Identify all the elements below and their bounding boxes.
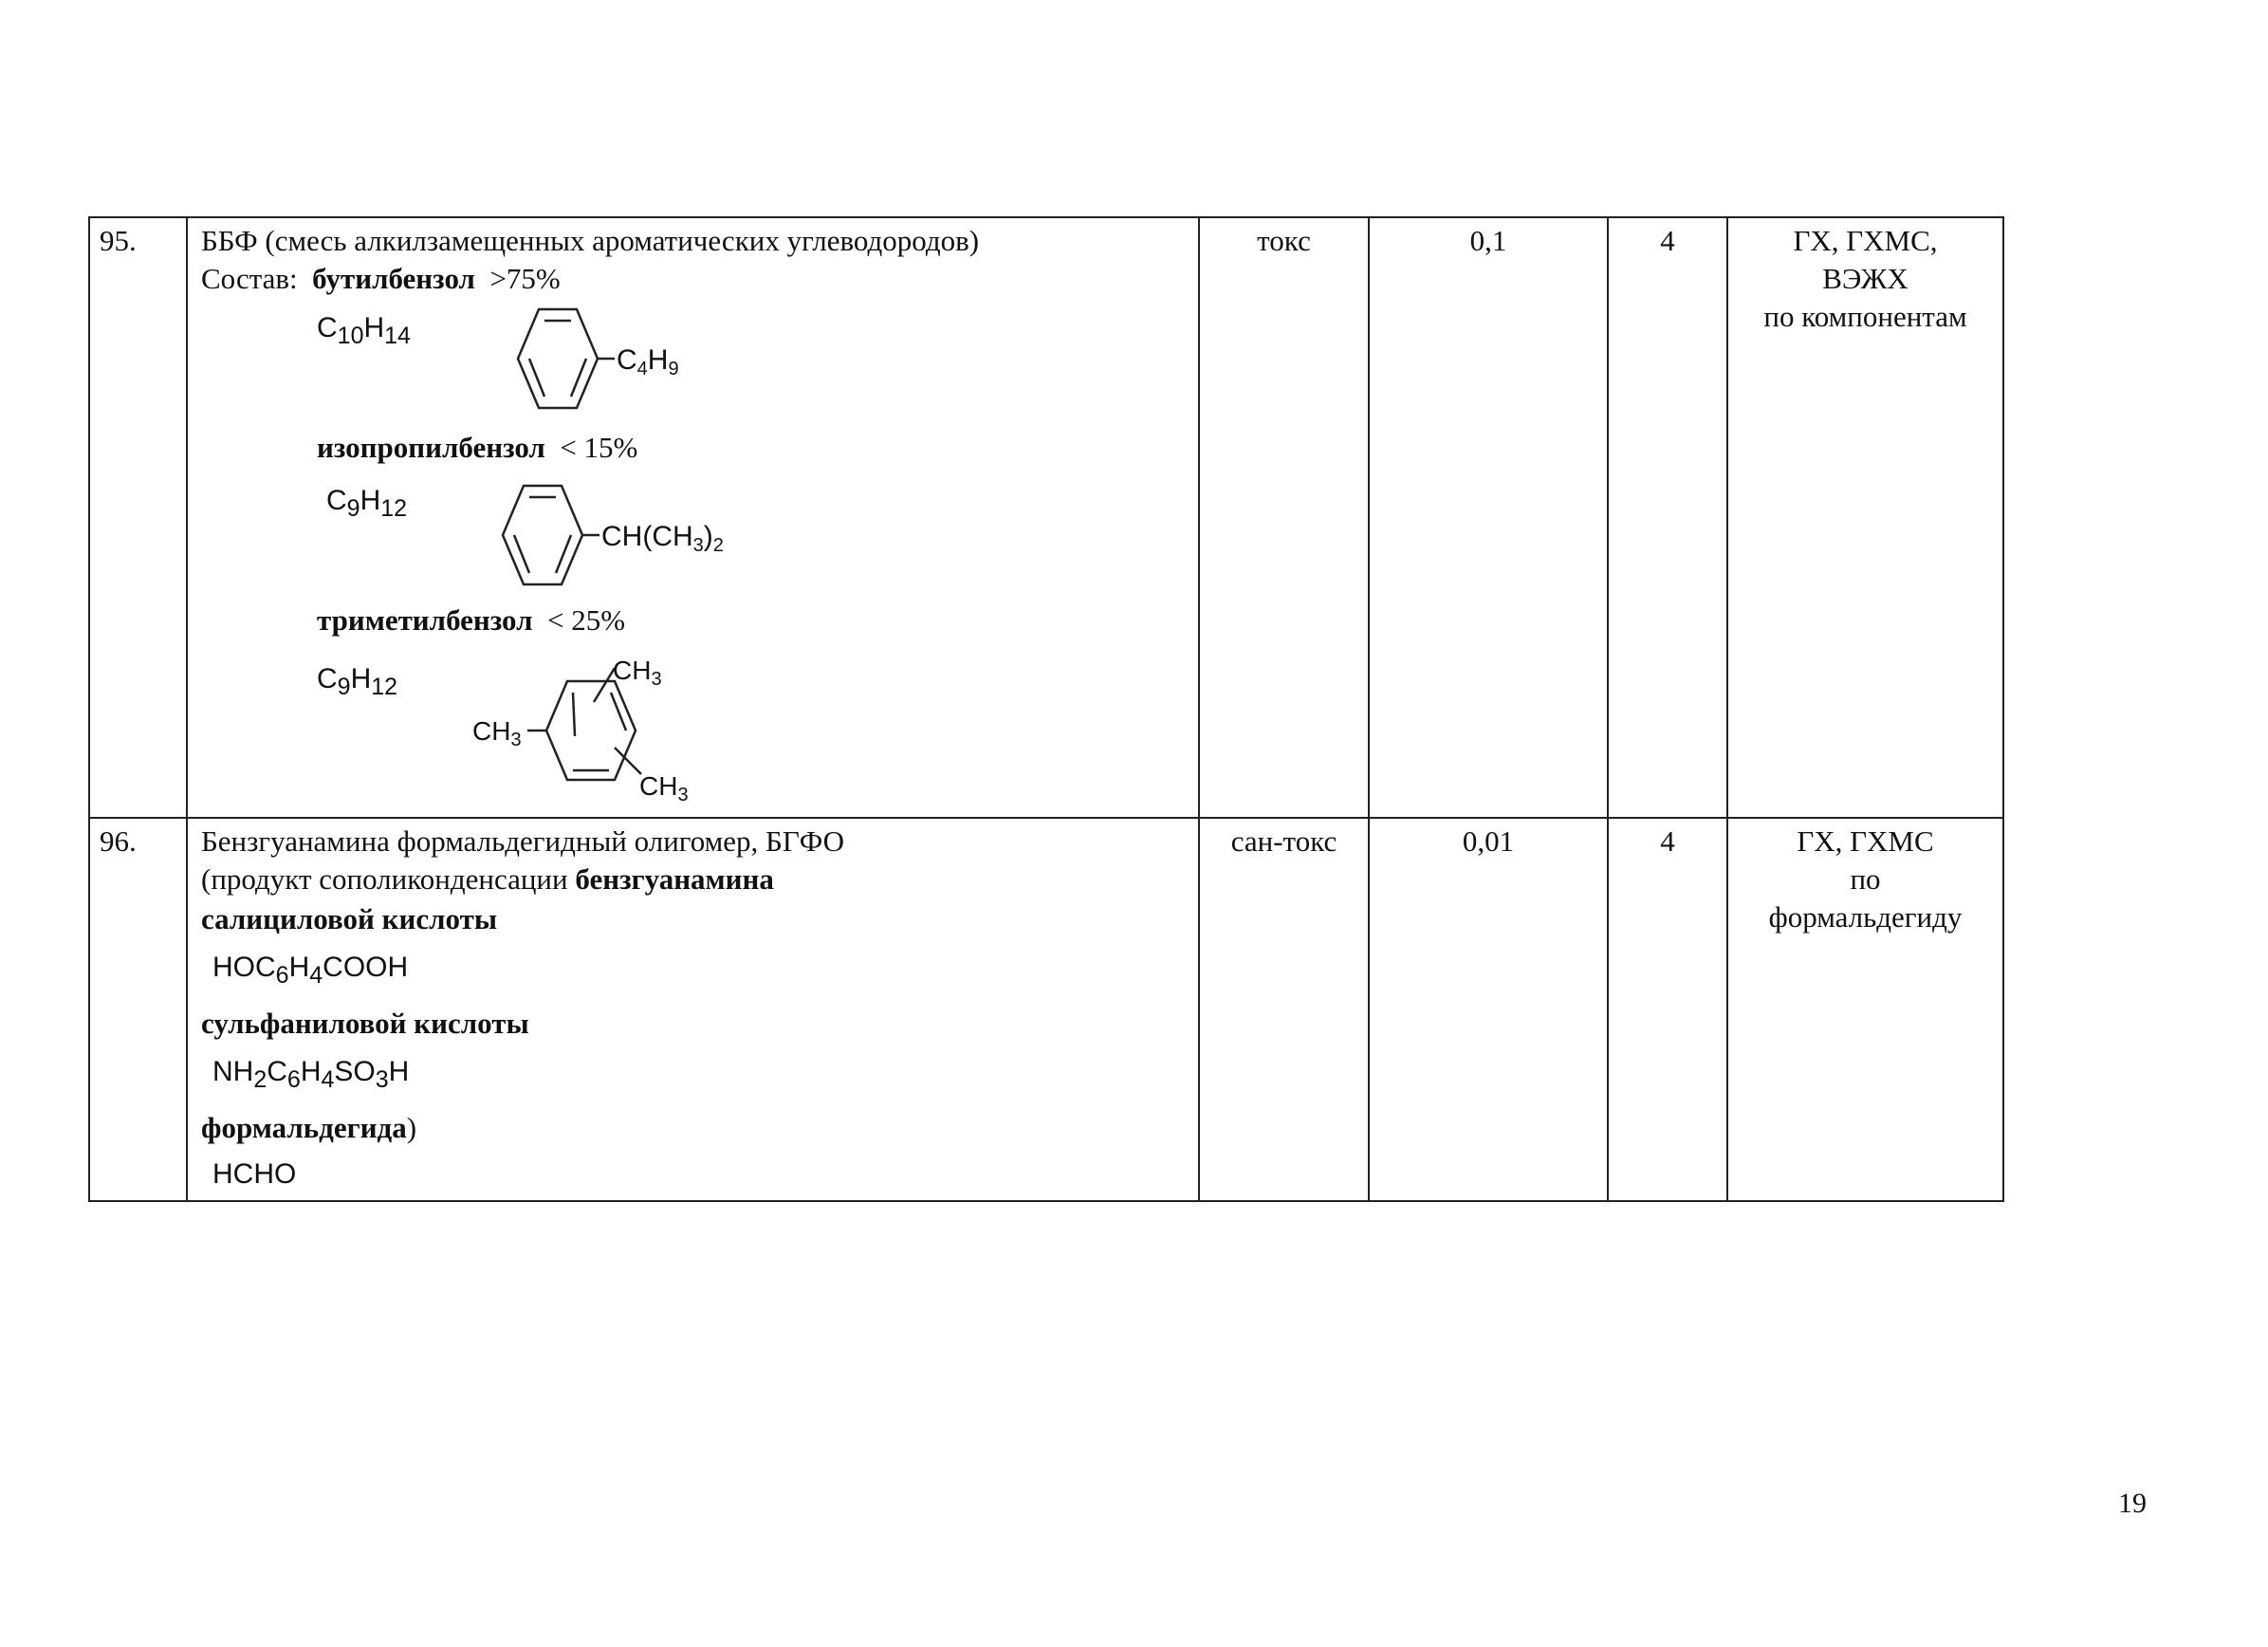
substances-table (88, 216, 2004, 1202)
page-number: 19 (2118, 1488, 2147, 1519)
row-number-cell (89, 818, 187, 1201)
value-cell: 0,1 (1369, 217, 1608, 818)
substance-title: ББФ (смесь алкилзамещенных ароматических углеводородов) (201, 224, 980, 257)
formula: $HOC_6H_4COOH$ (212, 952, 409, 989)
composition-line: Состав: бутилбензол >75% (201, 262, 561, 295)
component-line (317, 429, 637, 467)
component-name: бутилбензол (312, 262, 475, 295)
class-cell: 4 (1608, 217, 1727, 818)
formula: $NH_2C_6H_4SO_3H$ (212, 1056, 410, 1093)
row-number-cell (89, 217, 187, 818)
value-cell: 0,01 (1369, 818, 1608, 1201)
svg-text:CH(CH3)2: $CH(CH_3)_2$ (601, 521, 724, 556)
table-row (89, 818, 2003, 1201)
class-cell: 4 (1608, 818, 1727, 1201)
isopropylbenzene-structure (472, 480, 785, 603)
method-cell: ГХ, ГХМС, ВЭЖХ по компонентам (1727, 217, 2003, 818)
hazard-cell: токс (1199, 217, 1369, 818)
component-fraction: >75% (489, 262, 561, 295)
butylbenzene-structure (482, 302, 728, 425)
svg-text:CH3: $CH_3$ (472, 716, 522, 750)
component-name: триметилбензол (317, 603, 533, 637)
svg-text:CH3: $CH_3$ (639, 771, 689, 805)
component-formula: $C_9H_{12}$ (317, 663, 398, 700)
row-number: 95. (100, 224, 137, 257)
substance-cell (187, 217, 1199, 818)
component-fraction: < 25% (547, 603, 626, 637)
component-line (317, 601, 625, 639)
row-number: 96. (100, 824, 137, 858)
table-row (89, 217, 2003, 818)
method-cell: ГХ, ГХМС по формальдегиду (1727, 818, 2003, 1201)
hazard-cell: сан-токс (1199, 818, 1369, 1201)
svg-text:C4H9: $C_4H_9$ (617, 344, 679, 379)
substance-cell: Бензгуанамина формальдегидный олигомер, БГФО (продукт сополиконденсации бензгуанамина салициловой кислоты $HOC_6H_4COOH$ сульфаниловой кислоты $NH_2C_6H_4SO_3H$ формальдегида) HCHO (187, 818, 1199, 1201)
svg-text:CH3: $CH_3$ (613, 656, 662, 690)
component-fraction: < 15% (560, 431, 638, 464)
trimethylbenzene-structure (472, 653, 757, 805)
component-formula: $C_{10}H_{14}$ (317, 312, 411, 349)
component-formula: $C_9H_{12}$ (326, 485, 408, 522)
component-name: изопропилбензол (317, 431, 545, 464)
formula: HCHO (212, 1158, 297, 1190)
